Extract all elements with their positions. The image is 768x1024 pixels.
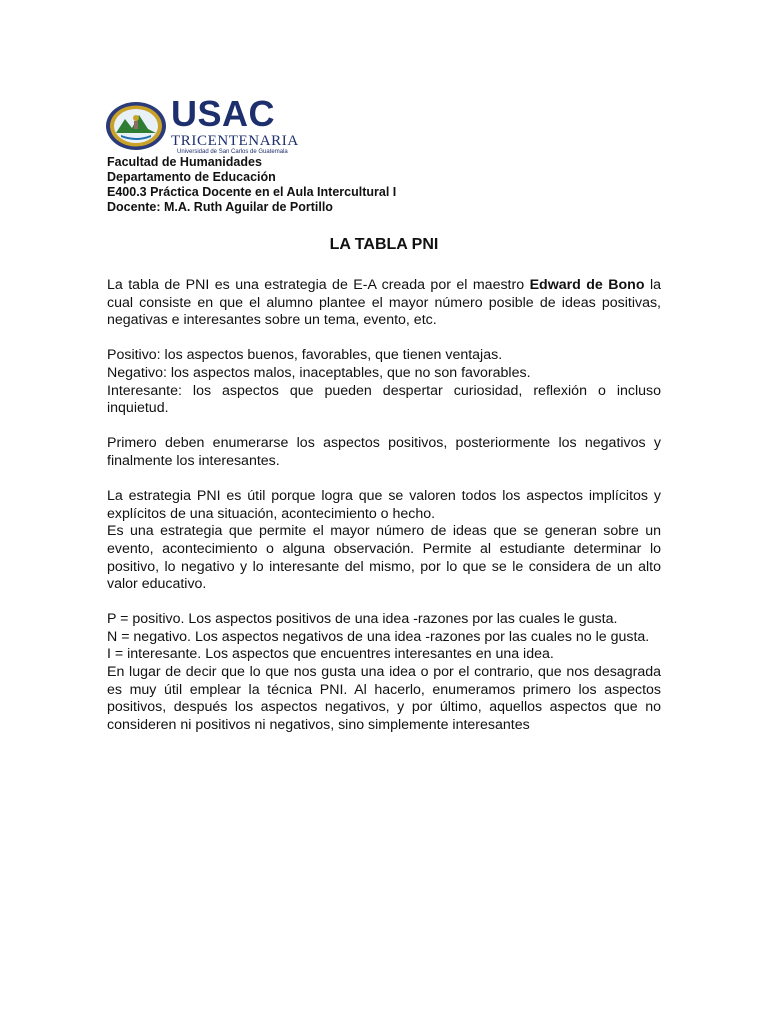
intro-text-cont: la cual consiste en que el alumno plantee el mayor número posible de ideas positivas, negativas e interesantes sobre un tema, evento, etc. — [107, 277, 661, 329]
definition-negative: Negativo: los aspectos malos, inaceptables, que no son favorables. — [107, 364, 531, 381]
order-paragraph: Primero deben enumerarse los aspectos positivos, posteriormente los negativos y finalmente los interesantes. — [107, 435, 661, 469]
intro-paragraph — [107, 277, 661, 330]
utility-text-2: Es una estrategia que permite el mayor número de ideas que se generan sobre un evento, acontecimiento o alguna observación. Permite al estudiante determinar lo positivo, lo negativo y lo interesante del mismo, por lo que se le considera de un alto valor educativo. — [107, 523, 661, 593]
header-course: E400.3 Práctica Docente en el Aula Intercultural I — [107, 185, 397, 199]
definition-positive: Positivo: los aspectos buenos, favorables, que tienen ventajas. — [107, 347, 503, 364]
pni-n-line: N = negativo. Los aspectos negativos de una idea -razones por las cuales no le gusta. — [107, 628, 650, 645]
logo-text — [171, 93, 299, 156]
university-seal-icon — [105, 101, 167, 151]
definition-interesting: Interesante: los aspectos que pueden despertar curiosidad, reflexión o incluso inquietud. — [107, 382, 661, 417]
course-header — [107, 155, 396, 215]
pni-paragraph — [107, 611, 661, 734]
logo-brand: USAC — [171, 93, 276, 134]
author-name: Edward de Bono — [529, 277, 645, 293]
pni-p-line: P = positivo. Los aspectos positivos de una idea -razones por las cuales le gusta. — [107, 611, 618, 628]
utility-text-1: La estrategia PNI es útil porque logra que se valoren todos los aspectos implícitos y explícitos de una situación, acontecimiento o hecho. — [107, 488, 661, 522]
utility-paragraph — [107, 488, 661, 594]
logo-subtitle: TRICENTENARIA — [171, 133, 299, 149]
header-teacher: Docente: M.A. Ruth Aguilar de Portillo — [107, 200, 333, 214]
intro-text: La tabla de PNI es una estrategia de E-A creada por el maestro — [107, 277, 530, 293]
pni-i-line: I = interesante. Los aspectos que encuentres interesantes en una idea. — [107, 646, 554, 663]
definitions-paragraph — [107, 347, 661, 417]
document-body — [107, 277, 661, 734]
header-faculty: Facultad de Humanidades — [107, 155, 262, 169]
document-title: LA TABLA PNI — [329, 236, 439, 253]
logo-university: Universidad de San Carlos de Guatemala — [177, 149, 288, 155]
usac-logo — [105, 93, 305, 156]
header-department: Departamento de Educación — [107, 170, 276, 184]
pni-closing: En lugar de decir que lo que nos gusta una idea o por el contrario, que nos desagrada es muy útil emplear la técnica PNI. Al hacerlo, enumeramos primero los aspectos positivos, después los aspectos negativos, y por último, aquellos aspectos que no consideren ni positivos ni negativos, sino simplemente interesantes — [107, 664, 661, 733]
